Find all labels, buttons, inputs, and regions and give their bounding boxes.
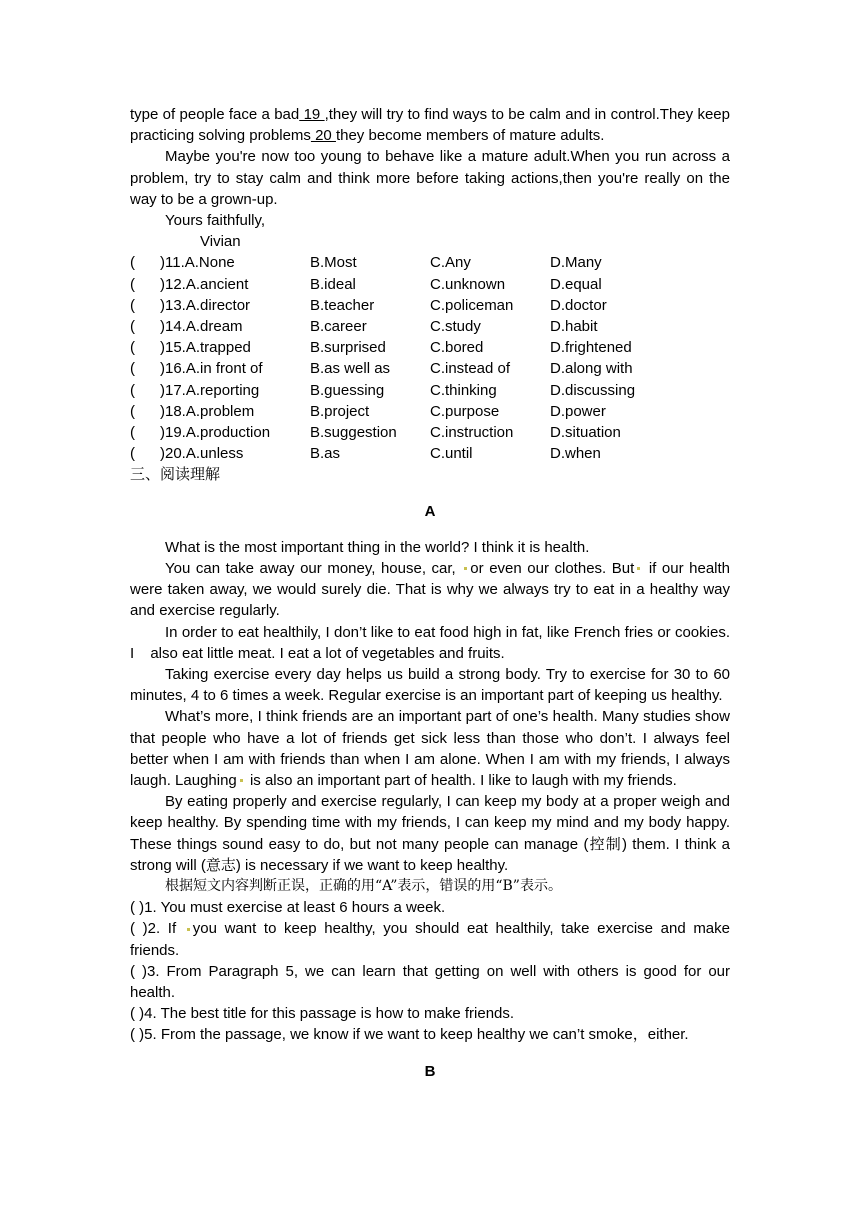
- option-num: )12.A.ancient: [160, 275, 249, 293]
- option-c: C.purpose: [430, 402, 500, 420]
- option-paren: (: [130, 317, 135, 335]
- option-paren: (: [130, 254, 135, 272]
- question-1: ( )1. You must exercise at least 6 hours a week.: [130, 899, 446, 917]
- passage-a-p6: By eating properly and exercise regularly, I can keep my body at a proper weigh and keep healthy. By spending time with my friends, I can keep my mind and my body happy. These things sound easy to do, but not many people can manage (控制) them. I think a strong will (意志) is necessary if we want to keep healthy.: [130, 793, 730, 874]
- option-paren: (: [130, 275, 135, 293]
- option-num: )19.A.production: [160, 423, 271, 441]
- question-3: ( )3. From Paragraph 5, we can learn that getting on well with others is good for our health.: [130, 962, 730, 1001]
- option-b: B.suggestion: [310, 423, 397, 441]
- mark-dot: [187, 928, 190, 931]
- mark-dot: [464, 567, 467, 570]
- option-b: B.project: [310, 402, 370, 420]
- option-c: C.study: [430, 317, 481, 335]
- option-c: C.unknown: [430, 275, 506, 293]
- passage-a-p2: [130, 558, 730, 622]
- option-num: )20.A.unless: [160, 445, 244, 463]
- mark-dot: [240, 779, 243, 782]
- passage-a-label: A: [424, 502, 436, 520]
- passage-a-p4: Taking exercise every day helps us build a strong body. Try to exercise for 30 to 60 minutes, 4 to 6 times a week. Regular exercise is an important part of keeping us healthy.: [130, 665, 730, 705]
- option-row: [130, 337, 730, 358]
- text: you want to keep healthy, you should eat healthily, take exercise and make friends.: [130, 920, 730, 959]
- option-row: [130, 380, 730, 401]
- mark-dot: [637, 567, 640, 570]
- text: What’s more, I think friends are an important part of one’s health. Many studies show that people who have a lot of friends get sick less than those who don’t. I always feel better when I am with friends than when I am alone. When I am with my friends, I always laugh. Laughing: [130, 708, 730, 789]
- text: ( )2. If: [130, 920, 177, 938]
- option-paren: (: [130, 402, 135, 420]
- option-b: B.surprised: [310, 339, 386, 357]
- passage-a-p1: What is the most important thing in the world? I think it is health.: [165, 538, 590, 556]
- text: ,they will try to find ways to be calm and in control.They keep practicing solving problems: [130, 106, 730, 145]
- question-4: ( )4. The best title for this passage is how to make friends.: [130, 1005, 515, 1023]
- option-num: )13.A.director: [160, 296, 251, 314]
- option-d: D.habit: [550, 317, 598, 335]
- option-b: B.as: [310, 445, 341, 463]
- text: if our health were taken away, we would surely die. That is why we always try to eat in a healthy way and exercise regularly.: [130, 559, 731, 620]
- option-c: C.thinking: [430, 381, 497, 399]
- option-num: )18.A.problem: [160, 402, 255, 420]
- option-d: D.situation: [550, 423, 621, 441]
- option-c: C.Any: [430, 254, 471, 272]
- option-paren: (: [130, 445, 135, 463]
- signature: Vivian: [200, 233, 241, 251]
- option-paren: (: [130, 423, 135, 441]
- option-c: C.bored: [430, 339, 484, 357]
- text: You can take away our money, house, car,: [165, 559, 456, 577]
- option-num: )11.A.None: [160, 254, 235, 272]
- option-b: B.ideal: [310, 275, 356, 293]
- section-title: 三、阅读理解: [130, 466, 221, 484]
- option-num: )17.A.reporting: [160, 381, 260, 399]
- text: they become members of mature adults.: [335, 127, 605, 145]
- option-c: C.until: [430, 445, 473, 463]
- passage-a-p5: [130, 706, 730, 791]
- blank-20: 20: [310, 127, 336, 145]
- text: type of people face a bad: [130, 106, 300, 123]
- option-num: )14.A.dream: [160, 317, 243, 335]
- option-row: [130, 295, 730, 316]
- closing-salutation: Yours faithfully,: [165, 212, 266, 230]
- passage-a-p3: [130, 622, 730, 664]
- option-paren: (: [130, 339, 135, 357]
- option-d: D.power: [550, 402, 606, 420]
- option-d: D.along with: [550, 360, 633, 378]
- text: In order to eat healthily, I don’t like to eat food high in fat, like French fries or cookies. I: [130, 623, 730, 662]
- option-row: [130, 316, 730, 337]
- document-page: [130, 104, 730, 1097]
- option-d: D.discussing: [550, 381, 636, 399]
- option-row: [130, 422, 730, 443]
- option-row: [130, 443, 730, 464]
- instruction: 根据短文内容判断正误，正确的用“A”表示，错误的用“B”表示。: [165, 877, 562, 894]
- text: or even our clothes. But: [470, 559, 635, 577]
- blank-19: 19: [299, 106, 325, 123]
- option-b: B.career: [310, 317, 367, 335]
- text: is also an important part of health. I like to laugh with my friends.: [249, 771, 677, 789]
- option-row: [130, 358, 730, 379]
- question-2: [130, 918, 730, 960]
- closing-paragraph: Maybe you're now too young to behave like a mature adult.When you run across a problem, try to stay calm and think more before taking actions,then you're really on the way to be a grown-up.: [130, 148, 730, 208]
- option-b: B.Most: [310, 254, 357, 272]
- option-row: [130, 401, 730, 422]
- option-paren: (: [130, 360, 135, 378]
- intro-paragraph: [130, 104, 730, 146]
- option-b: B.as well as: [310, 360, 391, 378]
- option-c: C.instruction: [430, 423, 514, 441]
- option-b: B.teacher: [310, 296, 375, 314]
- option-c: C.instead of: [430, 360, 511, 378]
- option-row: [130, 274, 730, 295]
- option-d: D.frightened: [550, 339, 632, 357]
- option-num: )16.A.in front of: [160, 360, 263, 378]
- option-num: )15.A.trapped: [160, 339, 251, 357]
- text: also eat little meat. I eat a lot of vegetables and fruits.: [150, 644, 505, 662]
- option-d: D.when: [550, 445, 601, 463]
- option-d: D.Many: [550, 254, 602, 272]
- cloze-options: [130, 252, 730, 464]
- option-paren: (: [130, 296, 135, 314]
- option-d: D.equal: [550, 275, 602, 293]
- passage-b-label: B: [424, 1062, 436, 1080]
- option-d: D.doctor: [550, 296, 607, 314]
- option-paren: (: [130, 381, 135, 399]
- option-b: B.guessing: [310, 381, 385, 399]
- option-row: [130, 252, 730, 273]
- option-c: C.policeman: [430, 296, 514, 314]
- question-5: ( )5. From the passage, we know if we want to keep healthy we can’t smoke，either.: [130, 1026, 689, 1044]
